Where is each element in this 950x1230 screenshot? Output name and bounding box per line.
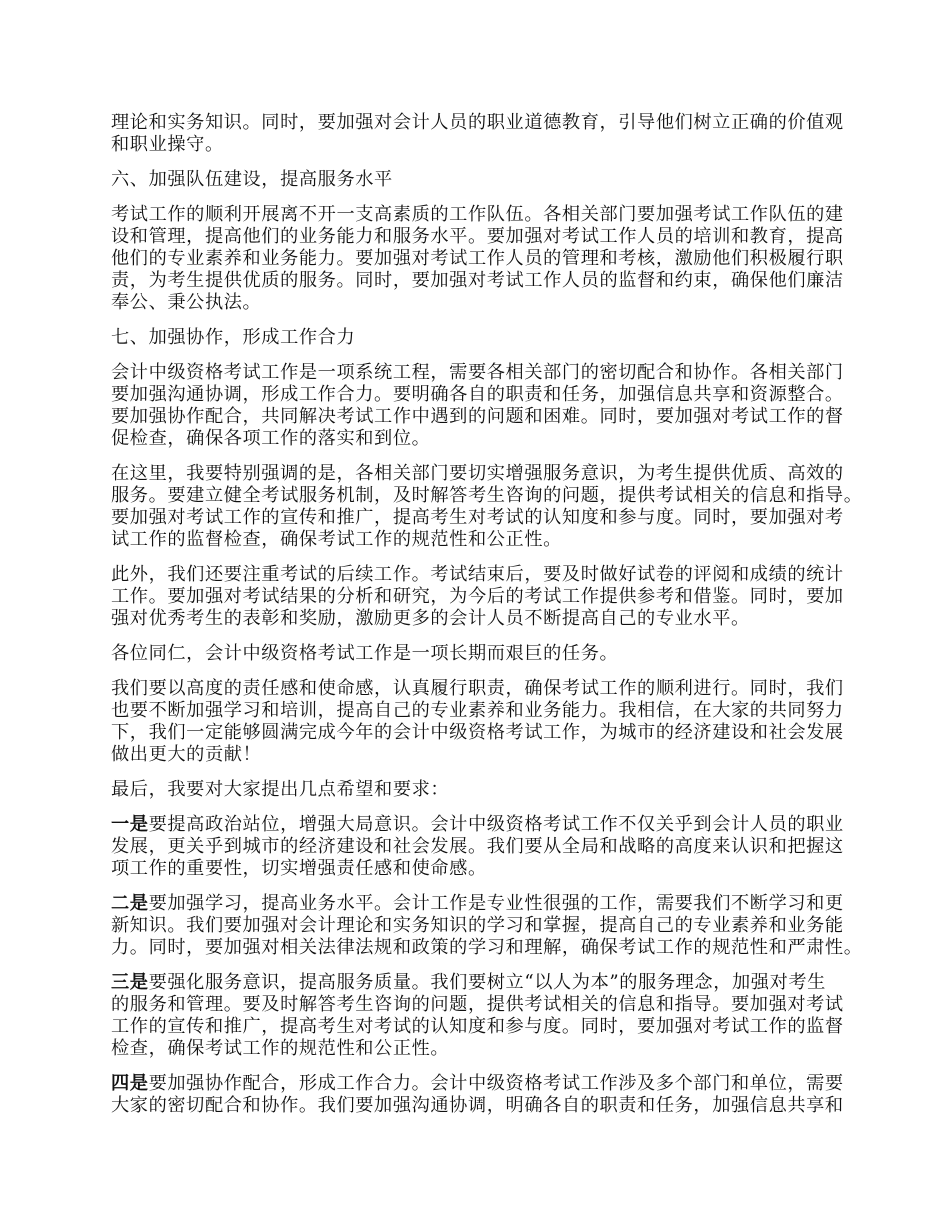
text-line bbox=[111, 1016, 851, 1038]
text-line bbox=[111, 678, 851, 700]
line-text: 服务。要建立健全考试服务机制，及时解答考生咨询的问题，提供考试相关的信息和指导。 bbox=[111, 485, 863, 506]
line-text: 项工作的重要性，切实增强责任感和使命感。 bbox=[111, 858, 487, 879]
text-line bbox=[111, 463, 851, 485]
line-text: 考试工作的顺利开展离不开一支高素质的工作队伍。各相关部门要加强考试工作队伍的建 bbox=[111, 204, 844, 225]
line-text: 我们要以高度的责任感和使命感，认真履行职责，确保考试工作的顺利进行。同时，我们 bbox=[111, 678, 844, 699]
text-line bbox=[111, 1095, 851, 1117]
paragraph bbox=[111, 204, 851, 314]
section-heading bbox=[111, 327, 851, 349]
paragraph bbox=[111, 112, 851, 156]
text-line bbox=[111, 779, 851, 801]
line-text: 工作的宣传和推广，提高考生对考试的认知度和参与度。同时，要加强对考试工作的监督 bbox=[111, 1016, 844, 1037]
text-line bbox=[111, 722, 851, 744]
paragraph bbox=[111, 893, 863, 959]
paragraph bbox=[111, 362, 851, 450]
line-text: 新知识。我们要加强对会计理论和实务知识的学习和掌握，提高自己的专业素养和业务能 bbox=[111, 915, 844, 936]
text-line bbox=[111, 608, 851, 630]
text-line bbox=[111, 937, 863, 959]
text-line bbox=[111, 529, 851, 551]
paragraph bbox=[111, 643, 851, 665]
paragraph bbox=[111, 814, 851, 880]
line-text: 和职业操守。 bbox=[111, 134, 224, 155]
line-text: 奉公、秉公执法。 bbox=[111, 292, 262, 313]
line-text: 要加强学习，提高业务水平。会计工作是专业性很强的工作，需要我们不断学习和更 bbox=[148, 893, 844, 914]
text-line bbox=[111, 744, 851, 766]
line-text: 的服务和管理。要及时解答考生咨询的问题，提供考试相关的信息和指导。要加强对考试 bbox=[111, 994, 844, 1015]
paragraph bbox=[111, 1073, 851, 1117]
line-text: 设和管理，提高他们的业务能力和服务水平。要加强对考试工作人员的培训和教育，提高 bbox=[111, 226, 844, 247]
text-line bbox=[111, 226, 851, 248]
line-text: 促检查，确保各项工作的落实和到位。 bbox=[111, 428, 431, 449]
text-line bbox=[111, 836, 851, 858]
section-heading bbox=[111, 169, 851, 191]
line-text: 各位同仁，会计中级资格考试工作是一项长期而艰巨的任务。 bbox=[111, 643, 619, 664]
line-text: 此外，我们还要注重考试的后续工作。考试结束后，要及时做好试卷的评阅和成绩的统计 bbox=[111, 564, 844, 585]
line-text: 六、加强队伍建设，提高服务水平 bbox=[111, 169, 393, 190]
bold-lead: 二是 bbox=[111, 893, 149, 914]
line-text: 下，我们一定能够圆满完成今年的会计中级资格考试工作，为城市的经济建设和社会发展 bbox=[111, 722, 844, 743]
line-text: 工作。要加强对考试结果的分析和研究，为今后的考试工作提供参考和借鉴。同时，要加 bbox=[111, 586, 844, 607]
text-line bbox=[111, 169, 851, 191]
text-line bbox=[111, 1038, 851, 1060]
bold-lead: 三是 bbox=[111, 972, 149, 993]
line-text: 要提高政治站位，增强大局意识。会计中级资格考试工作不仅关乎到会计人员的职业 bbox=[148, 814, 844, 835]
line-text: 责，为考生提供优质的服务。同时，要加强对考试工作人员的监督和约束，确保他们廉洁 bbox=[111, 270, 844, 291]
text-line bbox=[111, 814, 851, 836]
text-line bbox=[111, 270, 851, 292]
document-page bbox=[111, 112, 863, 1130]
text-line bbox=[111, 700, 851, 722]
bold-lead: 四是 bbox=[111, 1073, 149, 1094]
text-line bbox=[111, 406, 851, 428]
line-text: 理论和实务知识。同时，要加强对会计人员的职业道德教育，引导他们树立正确的价值观 bbox=[111, 112, 844, 133]
text-line bbox=[111, 643, 851, 665]
text-line bbox=[111, 586, 851, 608]
text-line bbox=[111, 327, 851, 349]
line-text: 要加强协作配合，共同解决考试工作中遇到的问题和困难。同时，要加强对考试工作的督 bbox=[111, 406, 844, 427]
line-text: 发展，更关乎到城市的经济建设和社会发展。我们要从全局和战略的高度来认识和把握这 bbox=[111, 836, 844, 857]
paragraph bbox=[111, 972, 851, 1060]
text-line bbox=[111, 428, 851, 450]
line-text: 做出更大的贡献！ bbox=[111, 744, 262, 765]
text-line bbox=[111, 362, 851, 384]
paragraph bbox=[111, 779, 851, 801]
line-text: 要强化服务意识，提高服务质量。我们要树立“以人为本”的服务理念，加强对考生 bbox=[148, 972, 826, 993]
text-line bbox=[111, 292, 851, 314]
text-line bbox=[111, 485, 863, 507]
text-line bbox=[111, 1073, 851, 1095]
text-line bbox=[111, 893, 851, 915]
line-text: 强对优秀考生的表彰和奖励，激励更多的会计人员不断提高自己的专业水平。 bbox=[111, 608, 750, 629]
text-line bbox=[111, 858, 851, 880]
text-line bbox=[111, 915, 851, 937]
line-text: 要加强对考试工作的宣传和推广，提高考生对考试的认知度和参与度。同时，要加强对考 bbox=[111, 507, 844, 528]
line-text: 力。同时，要加强对相关法律法规和政策的学习和理解，确保考试工作的规范性和严肃性。 bbox=[111, 937, 863, 958]
paragraph bbox=[111, 564, 851, 630]
text-line bbox=[111, 134, 851, 156]
line-text: 要加强协作配合，形成工作合力。会计中级资格考试工作涉及多个部门和单位，需要 bbox=[148, 1073, 844, 1094]
text-line bbox=[111, 994, 851, 1016]
line-text: 也要不断加强学习和培训，提高自己的专业素养和业务能力。我相信，在大家的共同努力 bbox=[111, 700, 844, 721]
text-line bbox=[111, 112, 851, 134]
line-text: 七、加强协作，形成工作合力 bbox=[111, 327, 356, 348]
text-line bbox=[111, 564, 851, 586]
line-text: 大家的密切配合和协作。我们要加强沟通协调，明确各自的职责和任务，加强信息共享和 bbox=[111, 1095, 844, 1116]
paragraph bbox=[111, 678, 851, 766]
line-text: 他们的专业素养和业务能力。要加强对考试工作人员的管理和考核，激励他们积极履行职 bbox=[111, 248, 844, 269]
line-text: 最后，我要对大家提出几点希望和要求： bbox=[111, 779, 450, 800]
line-text: 会计中级资格考试工作是一项系统工程，需要各相关部门的密切配合和协作。各相关部门 bbox=[111, 362, 844, 383]
text-line bbox=[111, 248, 851, 270]
text-line bbox=[111, 384, 851, 406]
text-line bbox=[111, 972, 851, 994]
line-text: 在这里，我要特别强调的是，各相关部门要切实增强服务意识，为考生提供优质、高效的 bbox=[111, 463, 844, 484]
text-line bbox=[111, 204, 851, 226]
line-text: 要加强沟通协调，形成工作合力。要明确各自的职责和任务，加强信息共享和资源整合。 bbox=[111, 384, 844, 405]
paragraph bbox=[111, 463, 863, 551]
line-text: 检查，确保考试工作的规范性和公正性。 bbox=[111, 1038, 450, 1059]
bold-lead: 一是 bbox=[111, 814, 149, 835]
text-line bbox=[111, 507, 851, 529]
line-text: 试工作的监督检查，确保考试工作的规范性和公正性。 bbox=[111, 529, 562, 550]
